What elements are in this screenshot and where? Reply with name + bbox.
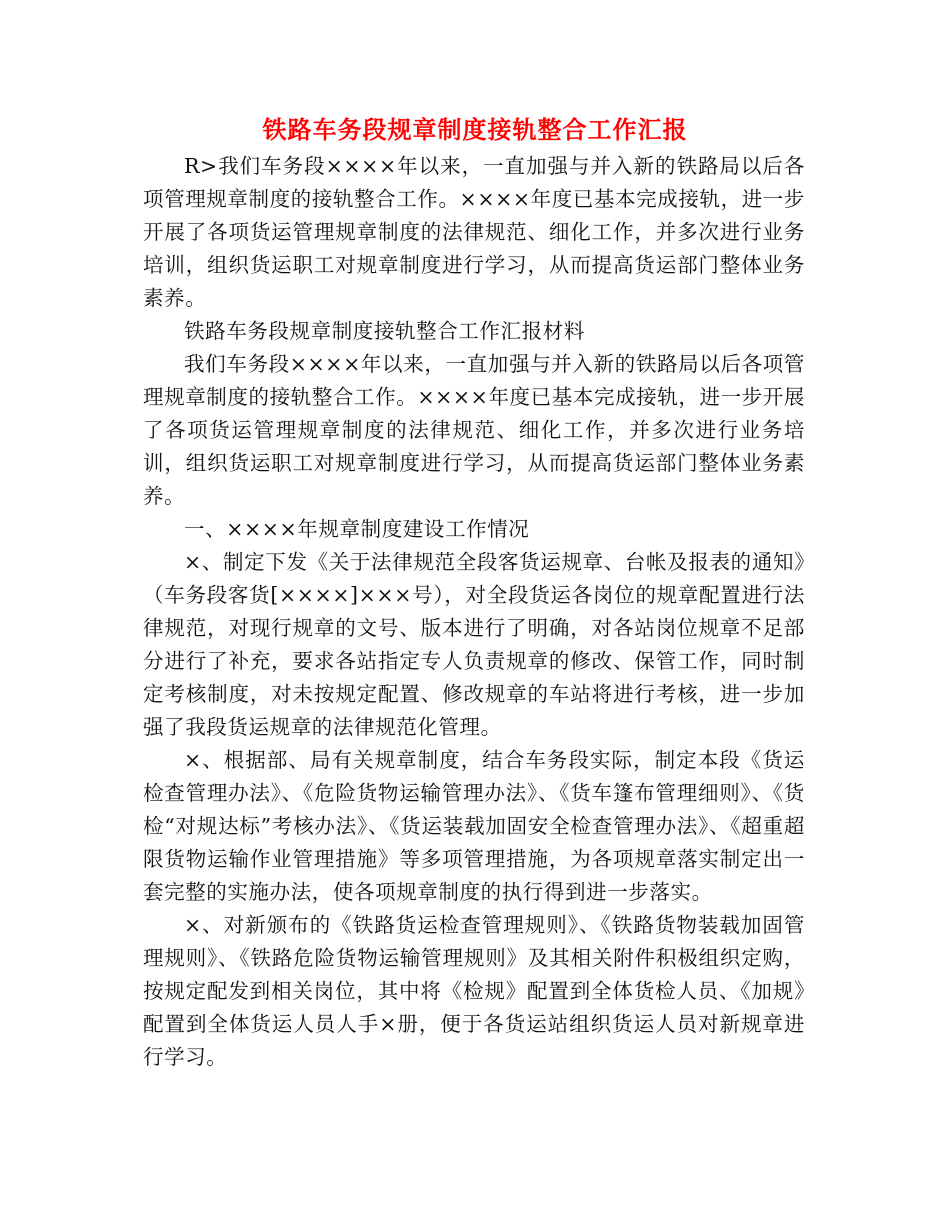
paragraph-item-1: ×、制定下发《关于法律规范全段客货运规章、台帐及报表的通知》（车务段客货[××××]×××号），对全段货运各岗位的规章配置进行法律规范，对现行规章的文号、版本进行了明确，对各站岗位规章不足部分进行了补充，要求各站指定专人负责规章的修改、保管工作，同时制定考核制度，对未按规定配置、修改规章的车站将进行考核，进一步加强了我段货运规章的法律规范化管理。 bbox=[143, 550, 805, 739]
document-body bbox=[143, 150, 805, 1074]
paragraph-summary: 我们车务段××××年以来，一直加强与并入新的铁路局以后各项管理规章制度的接轨整合工作。××××年度已基本完成接轨，进一步开展了各项货运管理规章制度的法律规范、细化工作，并多次进行业务培训，组织货运职工对规章制度进行学习，从而提高货运部门整体业务素养。 bbox=[143, 352, 805, 508]
paragraph-item-2: ×、根据部、局有关规章制度，结合车务段实际，制定本段《货运检查管理办法》、《危险货物运输管理办法》、《货车篷布管理细则》、《货检“对规达标”考核办法》、《货运装载加固安全检查管理办法》、《超重超限货物运输作业管理措施》等多项管理措施，为各项规章落实制定出一套完整的实施办法，使各项规章制度的执行得到进一步落实。 bbox=[143, 748, 805, 904]
paragraph-intro: R>我们车务段××××年以来，一直加强与并入新的铁路局以后各项管理规章制度的接轨整合工作。××××年度已基本完成接轨，进一步开展了各项货运管理规章制度的法律规范、细化工作，并多次进行业务培训，组织货运职工对规章制度进行学习，从而提高货运部门整体业务素养。 bbox=[143, 154, 805, 310]
document-title: 铁路车务段规章制度接轨整合工作汇报 bbox=[262, 115, 688, 144]
paragraph-subtitle: 铁路车务段规章制度接轨整合工作汇报材料 bbox=[184, 319, 585, 343]
section-heading: 一、××××年规章制度建设工作情况 bbox=[184, 517, 530, 541]
paragraph-item-3: ×、对新颁布的《铁路货运检查管理规则》、《铁路货物装载加固管理规则》、《铁路危险货物运输管理规则》及其相关附件积极组织定购，按规定配发到相关岗位，其中将《检规》配置到全体货检人员、《加规》配置到全体货运人员人手×册，便于各货运站组织货运人员对新规章进行学习。 bbox=[143, 913, 805, 1069]
